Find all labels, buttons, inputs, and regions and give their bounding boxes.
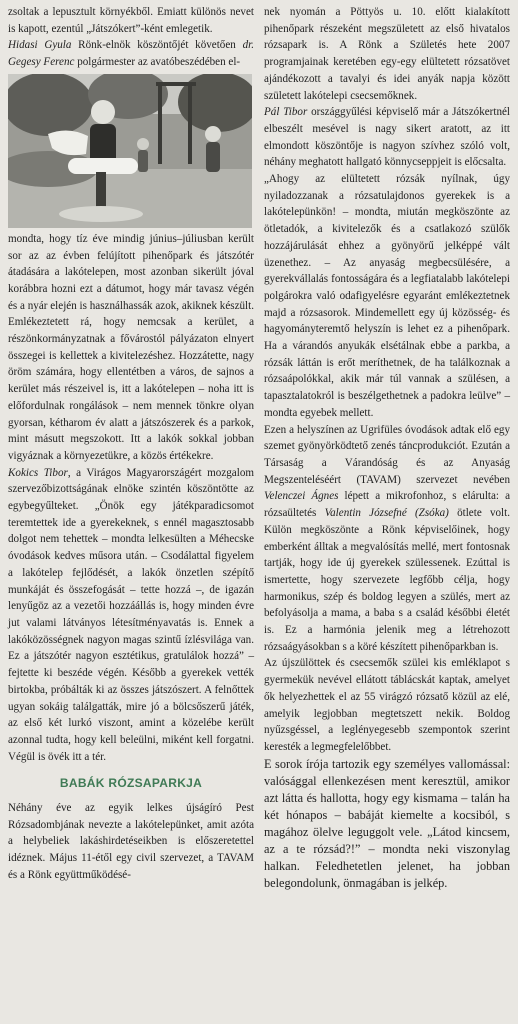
section-heading: BABÁK RÓZSAPARKJA	[59, 776, 203, 791]
text-span: ötlete volt. Külön megköszönte a Rönk képviselőinek, hogy emberként álltak a megvalósítás mellé, mert fontosnak tartják, hogy ide új gyerekek szülessenek. Ezúttal is ismertette, hogy szervezete legfőbb célja, hogy harmonikus, szép és boldog legyen a szülés, mert az befolyásolja a mama, a baba s a család későbbi életét is. Ez a harmónia jelenik meg a létrehozott rózsaágyásokban s a köré készített pihenőparkban is.	[264, 507, 510, 653]
paragraph-kokics	[8, 465, 254, 766]
person-name: Velenczei Ágnes	[264, 490, 339, 503]
right-column	[264, 4, 510, 1024]
paragraph-intro: zsoltak a lepusztult környékből. Emiatt különös nevet is kapott, ezentúl „Játszókert”-ként emlegetik.	[8, 6, 254, 35]
person-name: dr. Gegesy Ferenc	[8, 39, 254, 69]
person-name: Hidasi Gyula	[8, 39, 72, 52]
text-span: lépett a mikrofonhoz, s elárulta: a rózsaültetés	[264, 490, 510, 520]
photo-image	[8, 74, 252, 228]
person-name: Valentin Józsefné (Zsóka)	[324, 507, 449, 520]
paragraph-babak: Néhány éve az egyik lelkes újságíró Pest Rózsadombjának nevezte a lakótelepünket, amit azóta a helybeliek lakáshirdetéseikben is előszeretettel idéznek. Május 11-étől egy civil szervezet, a TAVAM és a Rönk együttműködésé-	[8, 802, 254, 881]
text-span: , a Virágos Magyarországért mozgalom szervezőbizottságának elnöke szintén köszöntötte az egybegyűlteket. „Önök egy játékparadicsomot teremtettek ide a gyerekeknek, s ennél magasztosabb dolgot nem tehettek – mondta lelkesülten a Méhecske óvodások kedves műsora után. – Csodálattal figyelem a lakótelep fejlődését, a lakók önzetlen szépítő munkáját és összefogását – tette hozzá –, de igazán lenyűgöz az a vezetői hozzáállás is, hogy minden évre jut valami látványos létesítményavatás is. Ennek a lakóközösségnek nagyon magas szintű ízlésvilága van. Ez a játszótér nagyon esztétikus, gratulálok hozzá” – fejtette ki beszéde végén. Később a gyerekek vették birtokba, próbálták ki az összes játszószert. A felnőttek ugyan sokáig találgatták, mire jó a bölcsőszerű játék, az első két lurkó viszont, amint a közelébe került azonnal tudta, hogy kell beleülni, miként kell forgatni. Végül is övék itt a tér.	[8, 466, 254, 763]
person-name: Kokics Tibor	[8, 466, 68, 479]
person-name: Pál Tibor	[264, 106, 308, 119]
text-span: országgyűlési képviselő már a Játszókertnél elbeszélt mesével is nagy sikert aratott, az itt elmondott köszöntője is nagyon szívhez szóló volt, néhány meghatott hallgató könnycseppjeit is előcsalta.	[264, 106, 510, 169]
text-span: Ezen a helyszínen az Ugrifüles óvodások adtak elő egy szemet gyönyörködtető zenés táncprodukciót. Ezután a Társaság a Várandóság és az Anyaság Megszenteléséért (TAVAM) szervezet nevében	[264, 423, 510, 486]
paragraph-quote: „Ahogy az elültetett rózsák nyílnak, úgy nyiladozzanak a rózsatulajdonos gyerekek is a lakótelepünkön! – mondta, miután megköszönte az ötletadók, a kivitelezők és a csatlakozó szülők hozzájárulását ehhez a gyönyörű jelképpé vált üzenethez. – Az anyaság megbecsülésére, a gyerekvállalás fontosságára és a legfiatalabb lakótelepi polgárokra való odafigyelésre egyaránt emlékeztetnek majd a rózsasorok. Mindemellett egy új közösség- és hagyományteremtő helyszín is lehet ez a pihenőpark. Ha a várandós anyukák elsétálnak ebbe a parkba, a rózsák láttán is erőt meríthetnek, de ha találkoznak a rózsaápolókkal, akik már túl vannak a szülésen, a tapasztalatokról is beszélgethetnek a padokra leülve” – mondta egyebek mellett.	[264, 173, 510, 419]
paragraph-rozsapark: nek nyomán a Pöttyös u. 10. előtt kialakított pihenőpark részeként megszületett az első hivatalos rózsapark is. A Rönk a Születés hete 2007 programjainak keretében egy-egy elültetett rózsatövet ajándékozott a tavalyi és idei anyák napja között született lakótelepi csecsemőknek.	[264, 6, 510, 102]
left-column	[8, 4, 254, 1024]
paragraph-final: E sorok írója tartozik egy személyes vallomással: valósággal ellenkezésen ment keresztül, amikor azt látta és hallotta, hogy egy kismama – talán ha két hónapos – babáját kiemelte a kocsiból, s magához ölelve leguggolt vele. „Látod kincsem, az a te rózsád?!” – mondta neki viszonylag halkan. Feledhetetlen jelenet, ha jobban belegondolunk, önmagában is jelkép.	[264, 756, 510, 890]
paragraph-ujszulottek: Az újszülöttek és csecsemők szülei kis emléklapot s gyermekük nevével ellátott táblácskát kaptak, amelyet ők helyezhettek el az 55 virágzó rózsatő közül az elé, amelyik legjobban megtetszett nekik. Boldog nyűzsgéssel, a leglényegesebb szempontok szerint keresték a legmegfelelőbbet.	[264, 657, 510, 753]
paragraph-pal	[264, 104, 510, 171]
text-span: Rönk-elnök köszöntőjét követően	[71, 39, 243, 52]
text-span: polgármester az avatóbeszédében el-	[74, 56, 241, 69]
paragraph-hidasi	[8, 37, 254, 70]
paragraph-gegesy: mondta, hogy tíz éve mindig június–júliusban került sor az az évben felújított pihenőpark és játszótér átadására a lakótelepen, most azonban sikerült jóval korábbra hozni ezt a dátumot, hogy már tavasz végén és a nyár elején is használhassák azok, akiknek készült. Emlékeztetett rá, hogy nemcsak a kerület, a részönkormányzatnak a fővárostól pályázaton elnyert összegei is kellettek a kivitelezéshez. Hozzátette, nagy öröm számára, hogy ellentétben a város, de sajnos a kerület más részeivel is, itt a lakótelepen – noha itt is előfordulnak rongálások – nem mennek tönkre olyan gyorsan, kétharom év alatt a játszószerek és a parkok, mint másutt megszokott. Itt a lakók sokkal jobban vigyáznak a környezetükre, a közös értékekre.	[8, 232, 254, 462]
photo-child-on-rocking-toy	[8, 74, 252, 228]
paragraph-ugrifules	[264, 422, 510, 656]
